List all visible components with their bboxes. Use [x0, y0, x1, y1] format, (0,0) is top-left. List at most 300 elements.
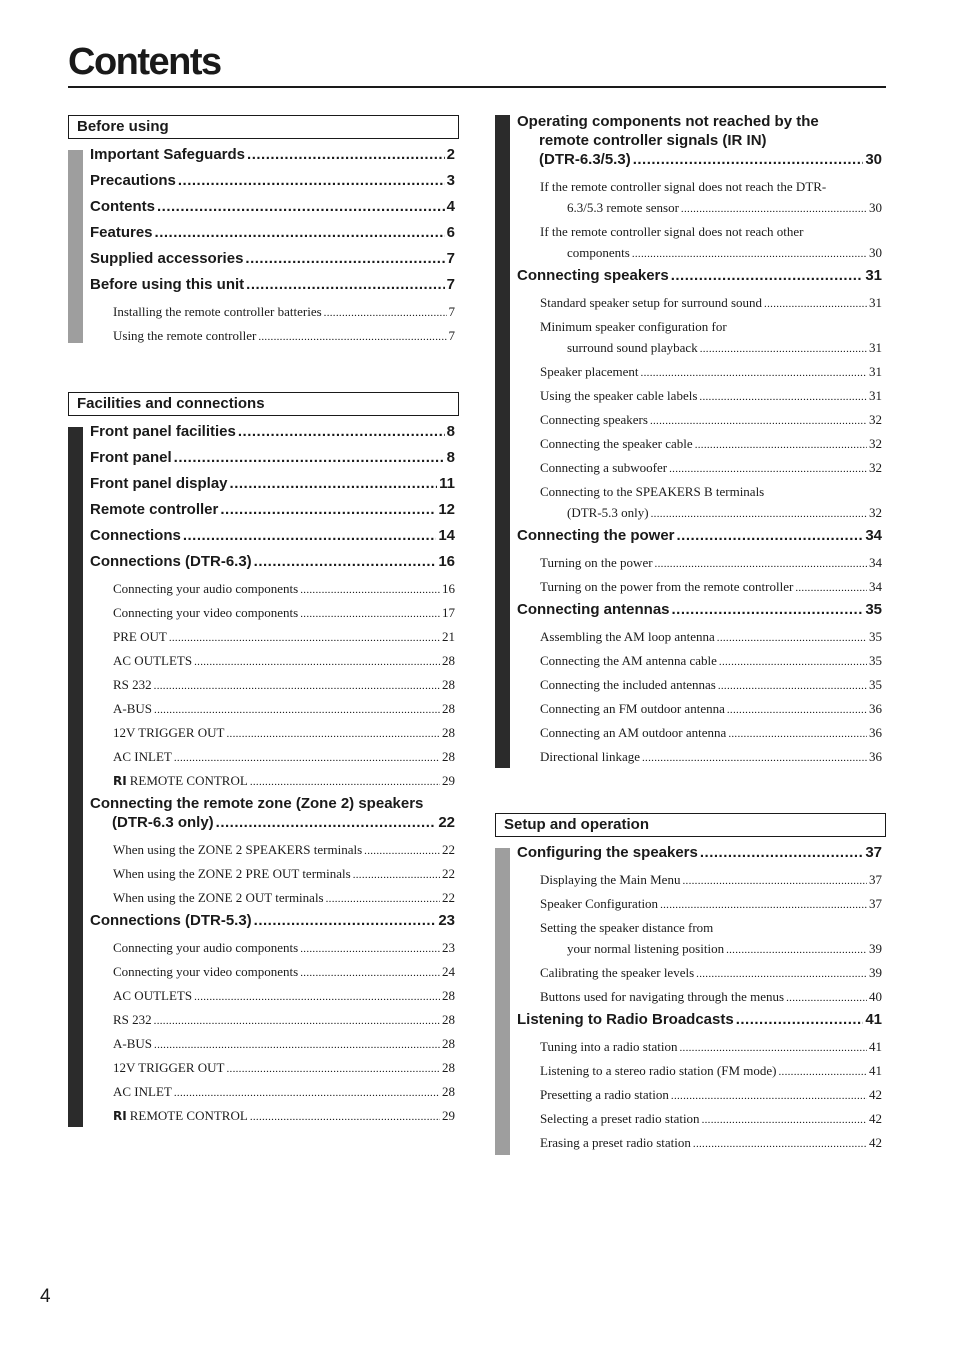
toc-entry-minor[interactable]: [90, 770, 455, 793]
toc-entry-minor[interactable]: [90, 1081, 455, 1104]
dot-leader: [226, 724, 440, 745]
toc-entry-line: [90, 961, 455, 984]
toc-entry-label: Precautions: [90, 172, 176, 189]
dot-leader: [154, 700, 440, 721]
toc-page-number: 16: [442, 581, 455, 596]
toc-entry-minor[interactable]: [90, 301, 455, 324]
toc-entry-minor[interactable]: [90, 961, 455, 984]
toc-entry-major[interactable]: [90, 448, 455, 467]
toc-entry-label: Contents: [90, 198, 155, 215]
toc-entry-minor[interactable]: [90, 325, 455, 348]
toc-entry-minor[interactable]: [90, 1057, 455, 1080]
toc-entry-line: [90, 223, 455, 242]
toc-entry-label: 6.3/5.3 remote sensor: [567, 200, 679, 215]
toc-entry-line: [90, 813, 455, 832]
dot-leader: [700, 843, 863, 862]
toc-entry-minor[interactable]: [517, 869, 882, 892]
dot-leader: [254, 552, 437, 571]
toc-entry-minor[interactable]: [90, 1105, 455, 1128]
toc-entry-major[interactable]: [517, 526, 882, 545]
dot-leader: [641, 363, 867, 384]
toc-page-number: 8: [446, 423, 455, 440]
toc-page-number: 29: [442, 773, 455, 788]
toc-entry-minor[interactable]: [90, 722, 455, 745]
toc-entry-line: [90, 746, 455, 769]
toc-page-number: 36: [869, 725, 882, 740]
dot-leader: [300, 939, 440, 960]
toc-entry-minor[interactable]: [517, 986, 882, 1009]
toc-entry-major[interactable]: [90, 249, 455, 268]
toc-entry-minor[interactable]: [517, 481, 882, 525]
toc-entry-label: Turning on the power from the remote controller: [540, 579, 794, 594]
toc-entry-minor[interactable]: [517, 626, 882, 649]
section-continued-connections: [495, 112, 886, 770]
section-bar: [495, 115, 510, 768]
toc-entry-line: [517, 1132, 882, 1155]
toc-entry-line: [90, 698, 455, 721]
ri-logo-icon: RI: [113, 1109, 127, 1123]
dot-leader: [245, 249, 444, 268]
toc-entry-label: Tuning into a radio station: [540, 1039, 678, 1054]
toc-entry-line: [90, 650, 455, 673]
toc-entry-line: [517, 1084, 882, 1107]
toc-entry-label: 12V TRIGGER OUT: [113, 725, 225, 740]
toc-entry-minor[interactable]: [517, 650, 882, 673]
title-rule: [68, 86, 886, 88]
toc-entry-line: [517, 650, 882, 673]
toc-entry-minor[interactable]: [517, 292, 882, 315]
toc-page-number: 42: [869, 1087, 882, 1102]
toc-entry-line: [90, 275, 455, 294]
toc-entry-line: [517, 1108, 882, 1131]
dot-leader: [736, 1010, 864, 1029]
dot-leader: [764, 294, 867, 315]
toc-entry-minor[interactable]: [90, 985, 455, 1008]
toc-entry-label: AC OUTLETS: [113, 988, 193, 1003]
toc-entry-label: Connecting the AM antenna cable: [540, 653, 717, 668]
toc-page-number: 37: [865, 844, 882, 861]
toc-entry-line: [517, 746, 882, 769]
dot-leader: [786, 988, 867, 1009]
toc-entry-line: [517, 674, 882, 697]
toc-page-number: 21: [442, 629, 455, 644]
toc-entry-line: [517, 292, 882, 315]
toc-entry-line: [517, 385, 882, 408]
toc-entry-label: Connecting an FM outdoor antenna: [540, 701, 725, 716]
toc-entry-minor[interactable]: [517, 361, 882, 384]
toc-entry-major[interactable]: [90, 911, 455, 930]
toc-entry-major[interactable]: [90, 474, 455, 493]
dot-leader: [717, 628, 867, 649]
toc-page-number: 31: [869, 364, 882, 379]
toc-entry-minor[interactable]: [517, 576, 882, 599]
toc-entry-line: [90, 578, 455, 601]
toc-entry-line: [90, 171, 455, 190]
toc-entry-label: If the remote controller signal does not reach other: [540, 224, 804, 239]
toc-page-number: 30: [869, 200, 882, 215]
toc-entry-label: Remote controller: [90, 501, 219, 518]
toc-entry-line: [517, 316, 882, 337]
toc-entry-label: (DTR-5.3 only): [567, 505, 649, 520]
toc-page-number: 7: [446, 250, 455, 267]
dot-leader: [238, 422, 445, 441]
toc-entry-label: components: [567, 245, 630, 260]
toc-entry-label: Connecting your audio components: [113, 581, 299, 596]
toc-entry-major[interactable]: [90, 552, 455, 571]
toc-entry-line: [90, 770, 455, 793]
dot-leader: [216, 813, 437, 832]
toc-entry-major[interactable]: [90, 500, 455, 519]
toc-entry-major[interactable]: [90, 171, 455, 190]
dot-leader: [230, 474, 438, 493]
toc-page-number: 42: [869, 1135, 882, 1150]
toc-entry-major[interactable]: [90, 223, 455, 242]
dot-leader: [326, 889, 440, 910]
toc-entry-label: Connecting the power: [517, 527, 675, 544]
dot-leader: [254, 911, 437, 930]
toc-entry-line: [90, 1057, 455, 1080]
toc-entry-label: Setting the speaker distance from: [540, 920, 714, 935]
toc-entry-label: Speaker Configuration: [540, 896, 659, 911]
toc-page-number: 39: [869, 965, 882, 980]
toc-entry-line: [90, 863, 455, 886]
toc-page-number: 35: [869, 629, 882, 644]
dot-leader: [633, 150, 864, 169]
toc-entry-label: A-BUS: [113, 701, 153, 716]
toc-page-number: 7: [448, 328, 455, 343]
section-bar: [68, 427, 83, 1127]
toc-entry-minor[interactable]: [517, 552, 882, 575]
toc-entry-label: AC OUTLETS: [113, 653, 193, 668]
toc-entry-line: [90, 301, 455, 324]
dot-leader: [669, 459, 867, 480]
toc-entry-minor[interactable]: [90, 578, 455, 601]
toc-entry-major[interactable]: [90, 794, 455, 832]
toc-entry-line: [517, 197, 882, 220]
toc-page-number: 11: [439, 475, 455, 492]
toc-entry-line: [90, 448, 455, 467]
toc-page-number: 3: [446, 172, 455, 189]
toc-entry-line: [90, 1033, 455, 1056]
toc-entry-minor[interactable]: [517, 698, 882, 721]
dot-leader: [672, 600, 864, 619]
toc-entry-line: [517, 893, 882, 916]
toc-page-number: 34: [865, 527, 882, 544]
toc-entry-major[interactable]: [517, 600, 882, 619]
dot-leader: [258, 327, 446, 348]
toc-page-number: 30: [869, 245, 882, 260]
toc-page-number: 7: [448, 304, 455, 319]
dot-leader: [718, 676, 867, 697]
toc-entry-minor[interactable]: [90, 674, 455, 697]
toc-entry-label: Connecting your audio components: [113, 940, 299, 955]
toc-entry-minor[interactable]: [517, 457, 882, 480]
toc-entry-minor[interactable]: [90, 1009, 455, 1032]
toc-entry-minor[interactable]: [517, 221, 882, 265]
dot-leader: [183, 526, 436, 545]
dot-leader: [671, 266, 864, 285]
dot-leader: [727, 700, 867, 721]
toc-entry-minor[interactable]: [90, 839, 455, 862]
toc-entry-label: REMOTE CONTROL: [129, 1108, 248, 1123]
toc-entry-line: [517, 481, 882, 502]
toc-entry-label: AC INLET: [113, 749, 172, 764]
toc-page-number: 17: [442, 605, 455, 620]
toc-entry-minor[interactable]: [517, 1084, 882, 1107]
toc-entry-label: AC INLET: [113, 1084, 172, 1099]
toc-entry-label: Standard speaker setup for surround sound: [540, 295, 763, 310]
toc-entry-line: [90, 1009, 455, 1032]
toc-entry-label: Features: [90, 224, 153, 241]
toc-entry-label: When using the ZONE 2 PRE OUT terminals: [113, 866, 351, 881]
toc-entry-major[interactable]: [90, 422, 455, 441]
toc-entry-label: Connecting speakers: [517, 267, 669, 284]
toc-page-number: 36: [869, 749, 882, 764]
toc-page-number: 8: [446, 449, 455, 466]
dot-leader: [250, 1107, 440, 1128]
dot-leader: [682, 871, 867, 892]
toc-entry-minor[interactable]: [517, 316, 882, 360]
toc-entry-minor[interactable]: [517, 176, 882, 220]
toc-entry-label: Installing the remote controller batteries: [113, 304, 322, 319]
toc-entry-minor[interactable]: [90, 698, 455, 721]
toc-page-number: 28: [442, 1060, 455, 1075]
page-number: 4: [40, 1286, 51, 1307]
toc-entry-minor[interactable]: [90, 1033, 455, 1056]
dot-leader: [246, 275, 444, 294]
toc-page-number: 39: [869, 941, 882, 956]
toc-entry-minor[interactable]: [517, 893, 882, 916]
toc-page-number: 28: [442, 1084, 455, 1099]
toc-page-number: 35: [865, 601, 882, 618]
toc-entry-minor[interactable]: [90, 650, 455, 673]
toc-entry-major[interactable]: [90, 275, 455, 294]
toc-entry-label: Buttons used for navigating through the menus: [540, 989, 785, 1004]
section-header: Before using: [68, 115, 459, 139]
toc-entry-label: 12V TRIGGER OUT: [113, 1060, 225, 1075]
toc-entry-line: [517, 433, 882, 456]
toc-entry-line: [90, 197, 455, 216]
toc-entry-minor[interactable]: [90, 602, 455, 625]
toc-entry-line: [90, 145, 455, 164]
toc-entry-line: [90, 887, 455, 910]
toc-entry-label: Important Safeguards: [90, 146, 246, 163]
dot-leader: [157, 197, 445, 216]
toc-entry-line: [90, 626, 455, 649]
toc-entry-label: Listening to Radio Broadcasts: [517, 1011, 734, 1028]
toc-entry-label: When using the ZONE 2 SPEAKERS terminals: [113, 842, 363, 857]
section-before-using: [68, 115, 459, 345]
toc-page-number: 22: [442, 866, 455, 881]
toc-entry-label: A-BUS: [113, 1036, 153, 1051]
toc-page-number: 16: [438, 553, 455, 570]
toc-page-number: 22: [442, 890, 455, 905]
toc-entry-line: [517, 457, 882, 480]
toc-entry-line: [90, 674, 455, 697]
toc-entry-line: [90, 794, 455, 813]
toc-entry-label: Calibrating the speaker levels: [540, 965, 695, 980]
toc-page-number: 32: [869, 436, 882, 451]
dot-leader: [700, 339, 867, 360]
toc-page-number: 23: [442, 940, 455, 955]
toc-entry-label: Selecting a preset radio station: [540, 1111, 700, 1126]
toc-entry-label: Turning on the power: [540, 555, 653, 570]
toc-page-number: 28: [442, 701, 455, 716]
toc-entry-line: [517, 266, 882, 285]
dot-leader: [226, 1059, 440, 1080]
dot-leader: [324, 303, 447, 324]
section-setup-and-operation: [495, 813, 886, 1157]
toc-page-number: 41: [865, 1011, 882, 1028]
dot-leader: [677, 526, 864, 545]
dot-leader: [169, 628, 440, 649]
toc-page-number: 31: [869, 295, 882, 310]
toc-entry-label: REMOTE CONTROL: [129, 773, 248, 788]
toc-entry-line: [517, 1010, 882, 1029]
toc-page-number: 4: [446, 198, 455, 215]
toc-entry-minor[interactable]: [517, 1108, 882, 1131]
toc-entry-line: [517, 1036, 882, 1059]
toc-entry-minor[interactable]: [517, 917, 882, 961]
toc-entry-major[interactable]: [517, 266, 882, 285]
dot-leader: [155, 223, 445, 242]
toc-page-number: 28: [442, 988, 455, 1003]
toc-entry-label: Connections (DTR-6.3): [90, 553, 252, 570]
ri-logo-icon: RI: [113, 774, 127, 788]
toc-entry-line: [90, 325, 455, 348]
toc-entry-label: Connections: [90, 527, 181, 544]
toc-entry-line: [517, 843, 882, 862]
dot-leader: [655, 554, 867, 575]
toc-page-number: 35: [869, 677, 882, 692]
toc-entry-minor[interactable]: [517, 1132, 882, 1155]
toc-page-number: 23: [438, 912, 455, 929]
toc-entry-line: [90, 1105, 455, 1128]
toc-entry-line: [517, 176, 882, 197]
dot-leader: [174, 448, 445, 467]
toc-entry-line: [517, 986, 882, 1009]
toc-page-number: 34: [869, 579, 882, 594]
toc-entry-minor[interactable]: [90, 746, 455, 769]
toc-entry-line: [517, 698, 882, 721]
toc-page-number: 31: [865, 267, 882, 284]
toc-entry-line: [517, 221, 882, 242]
toc-page-number: 2: [446, 146, 455, 163]
toc-entry-line: [90, 552, 455, 571]
toc-entry-line: [90, 474, 455, 493]
toc-entry-minor[interactable]: [517, 1060, 882, 1083]
toc-entry-line: [90, 526, 455, 545]
toc-entry-label: Connecting your video components: [113, 964, 299, 979]
toc-entry-major[interactable]: [90, 145, 455, 164]
toc-entry-label: remote controller signals (IR IN): [539, 132, 767, 149]
toc-entry-minor[interactable]: [517, 722, 882, 745]
toc-entry-line: [90, 911, 455, 930]
toc-entry-label: When using the ZONE 2 OUT terminals: [113, 890, 324, 905]
toc-page-number: 29: [442, 1108, 455, 1123]
dot-leader: [699, 387, 867, 408]
dot-leader: [679, 1038, 867, 1059]
toc-entry-major[interactable]: [90, 526, 455, 545]
toc-page-number: 31: [869, 340, 882, 355]
dot-leader: [364, 841, 440, 862]
dot-leader: [174, 748, 440, 769]
toc-entry-line: [517, 337, 882, 360]
toc-entry-label: Connecting your video components: [113, 605, 299, 620]
toc-entry-line: [517, 526, 882, 545]
toc-entry-label: Using the remote controller: [113, 328, 257, 343]
toc-entry-minor[interactable]: [517, 746, 882, 769]
toc-entry-major[interactable]: [517, 1010, 882, 1029]
toc-entry-line: [90, 937, 455, 960]
toc-entry-line: [517, 112, 882, 131]
toc-entry-major[interactable]: [90, 197, 455, 216]
toc-entry-line: [517, 242, 882, 265]
dot-leader: [719, 652, 867, 673]
toc-entry-major[interactable]: [517, 112, 882, 169]
toc-entry-label: Erasing a preset radio station: [540, 1135, 691, 1150]
toc-entry-major[interactable]: [517, 843, 882, 862]
toc-entry-label: Connecting antennas: [517, 601, 670, 618]
toc-entry-minor[interactable]: [90, 887, 455, 910]
toc-page-number: 35: [869, 653, 882, 668]
toc-entry-minor[interactable]: [517, 1036, 882, 1059]
toc-entry-line: [90, 500, 455, 519]
toc-page-number: 14: [438, 527, 455, 544]
dot-leader: [154, 1011, 440, 1032]
toc-entry-line: [517, 131, 882, 150]
toc-entry-minor[interactable]: [90, 863, 455, 886]
toc-entry-line: [517, 361, 882, 384]
toc-entry-line: [517, 576, 882, 599]
toc-entry-label: Before using this unit: [90, 276, 245, 293]
toc-entry-label: Operating components not reached by the: [517, 113, 819, 130]
toc-entry-minor[interactable]: [90, 937, 455, 960]
toc-entry-label: surround sound playback: [567, 340, 698, 355]
dot-leader: [353, 865, 440, 886]
dot-leader: [632, 244, 867, 265]
toc-entry-minor[interactable]: [517, 674, 882, 697]
dot-leader: [702, 1110, 867, 1131]
toc-entry-minor[interactable]: [517, 433, 882, 456]
toc-entry-label: your normal listening position: [567, 941, 725, 956]
toc-page-number: 40: [869, 989, 882, 1004]
toc-entry-minor[interactable]: [517, 409, 882, 432]
toc-entry-minor[interactable]: [517, 962, 882, 985]
toc-entry-line: [517, 600, 882, 619]
toc-entry-line: [517, 962, 882, 985]
dot-leader: [250, 772, 440, 793]
toc-page-number: 37: [869, 896, 882, 911]
toc-entry-line: [517, 938, 882, 961]
toc-page-number: 32: [869, 412, 882, 427]
toc-entry-line: [90, 249, 455, 268]
toc-entry-label: Directional linkage: [540, 749, 640, 764]
toc-page-number: 28: [442, 1012, 455, 1027]
toc-entry-minor[interactable]: [90, 626, 455, 649]
toc-entry-label: PRE OUT: [113, 629, 167, 644]
toc-page-number: 12: [438, 501, 455, 518]
dot-leader: [696, 964, 867, 985]
dot-leader: [300, 963, 440, 984]
toc-entry-label: Connecting the speaker cable: [540, 436, 693, 451]
toc-entry-label: Connecting the included antennas: [540, 677, 716, 692]
toc-entry-minor[interactable]: [517, 385, 882, 408]
toc-entry-label: Front panel facilities: [90, 423, 236, 440]
toc-entry-label: If the remote controller signal does not reach the DTR-: [540, 179, 827, 194]
section-header: Setup and operation: [495, 813, 886, 837]
toc-entry-line: [90, 985, 455, 1008]
